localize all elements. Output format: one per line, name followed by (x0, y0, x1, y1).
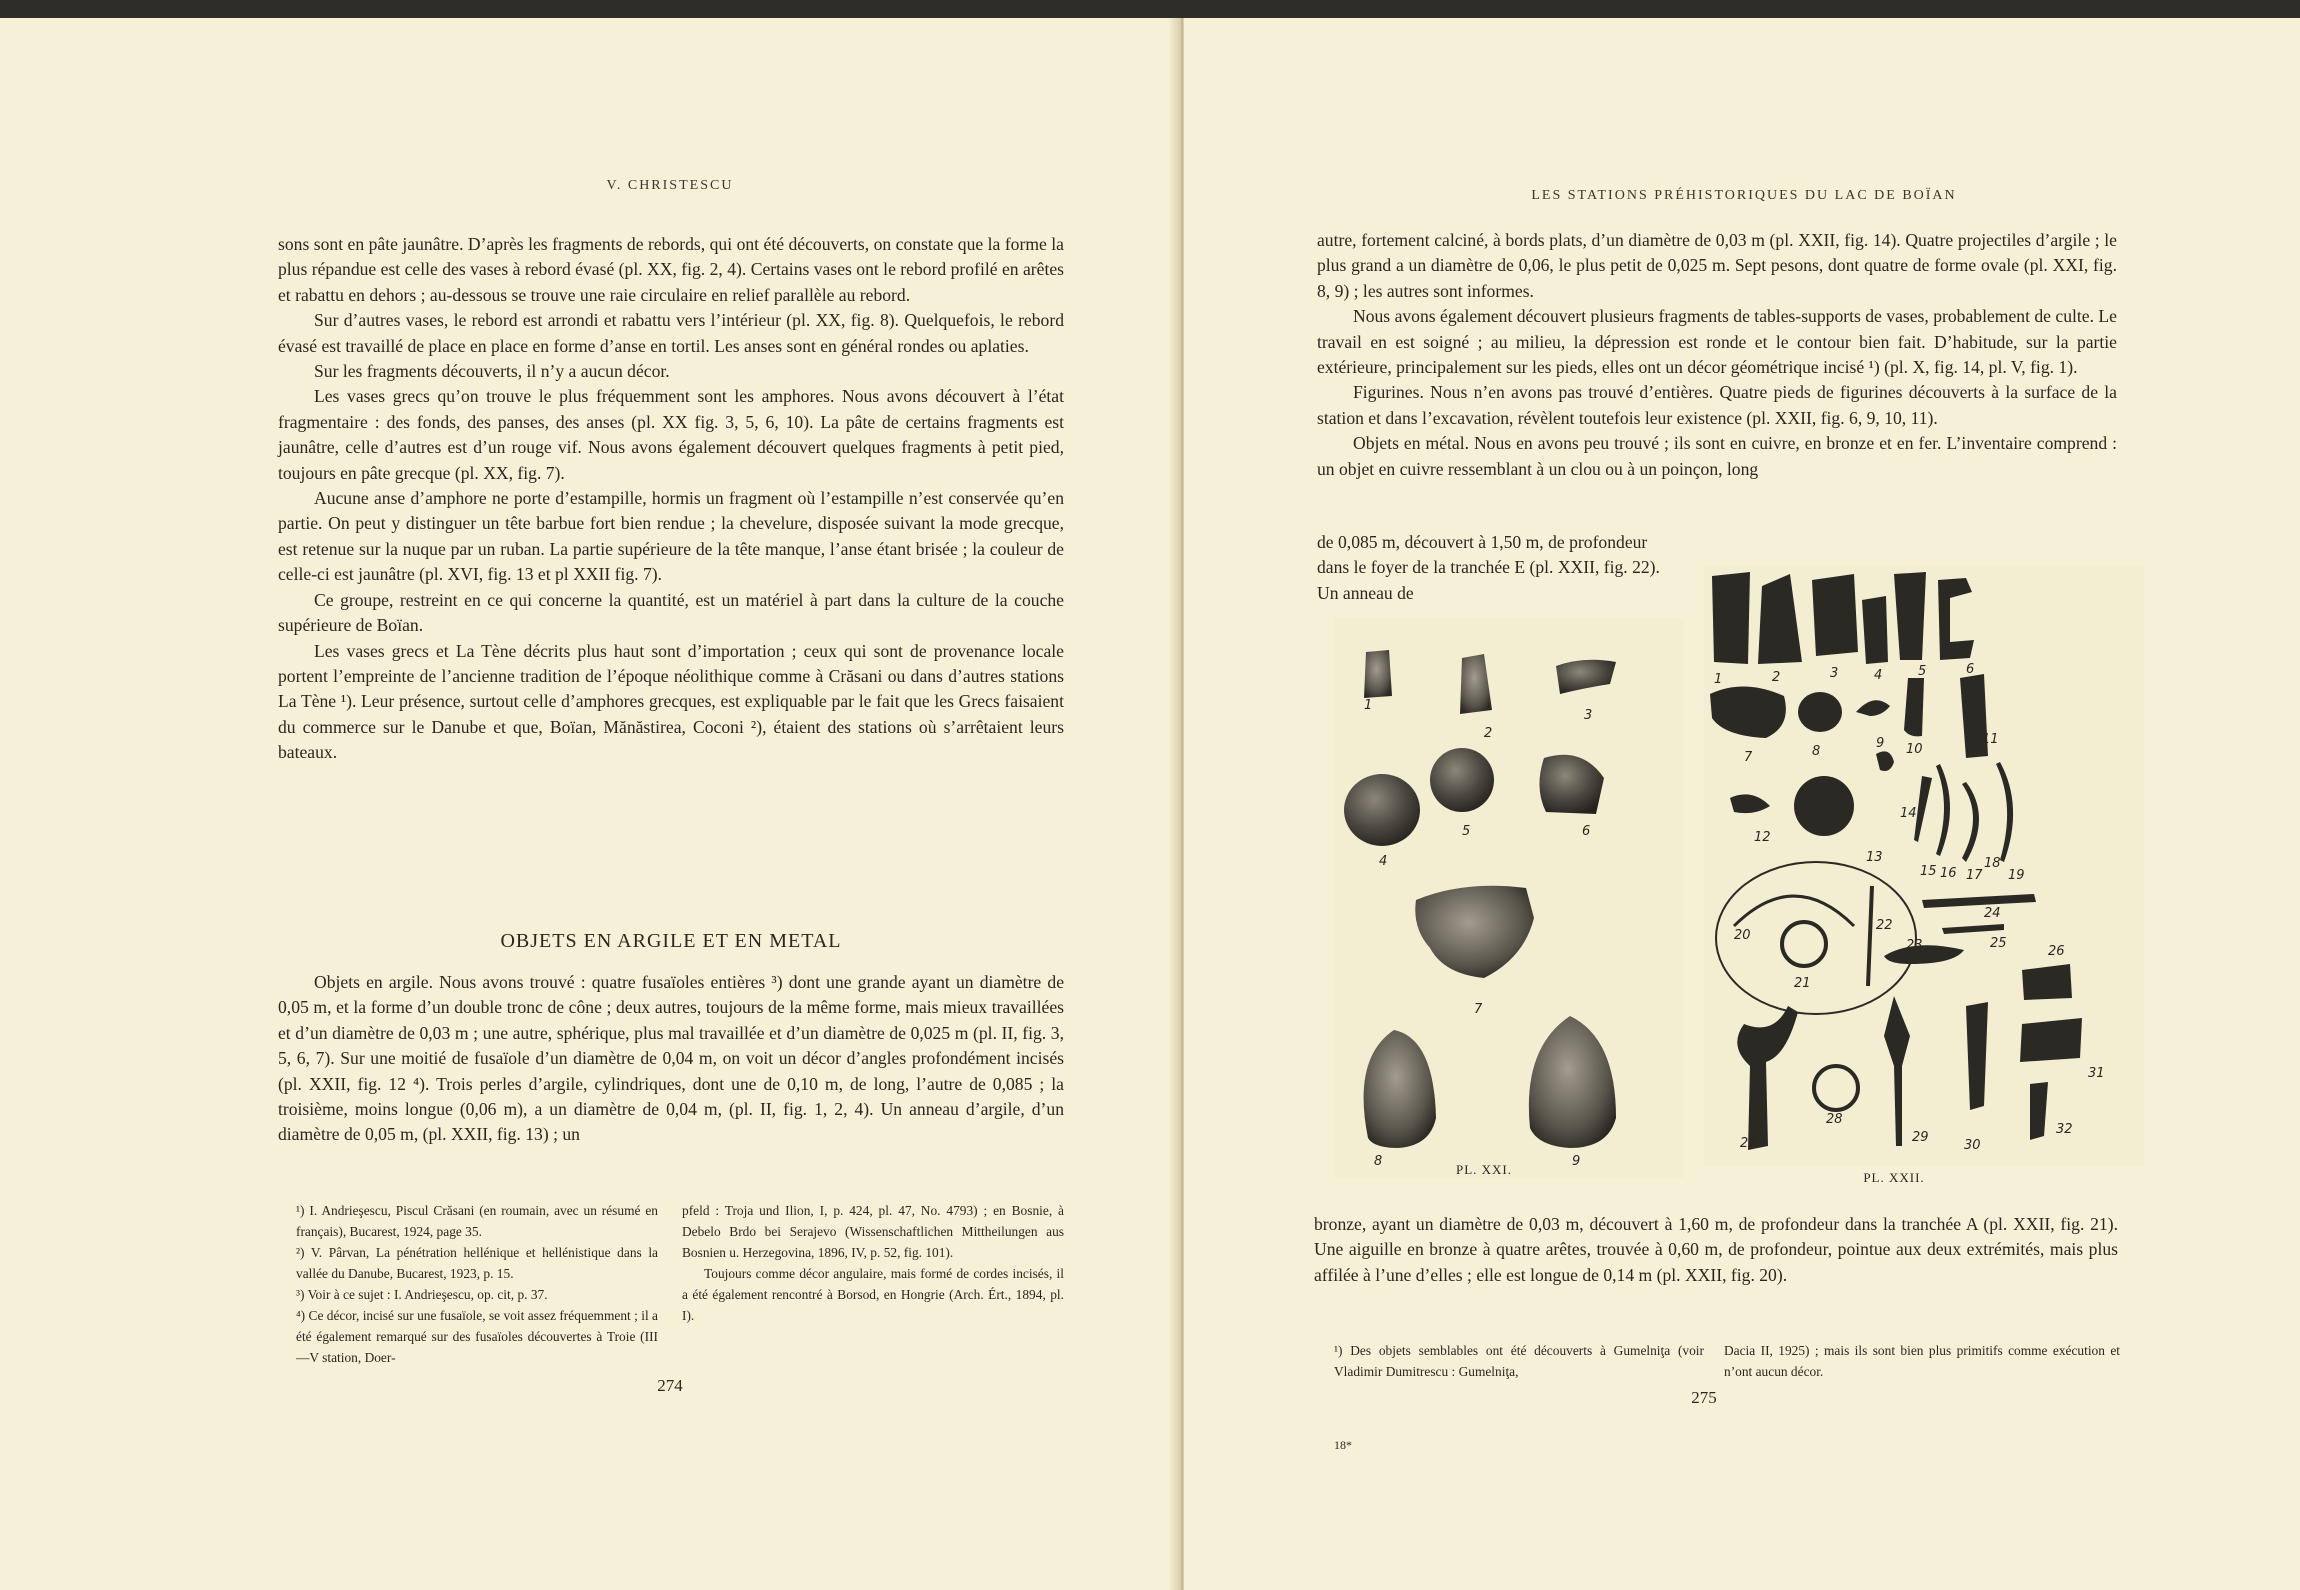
plate-xxi (1334, 618, 1684, 1178)
paragraph: Figurines. Nous n’en avons pas trouvé d’entières. Quatre pieds de figurines découverts à la surface de la station et dans l’excavation, révèlent toutefois leur existence (pl. XXII, fig. 6, 9, 10, 11). (1317, 382, 2117, 428)
paragraph: autre, fortement calciné, à bords plats, d’un diamètre de 0,03 m (pl. XXII, fig. 14). Quatre projectiles d’argile ; le plus grand a un diamètre de 0,06, le plus petit de 0,025 m. Sept pesons, dont quatre de forme ovale (pl. XXI, fig. 8, 9) ; les autres sont informes. (1317, 230, 2117, 301)
artifact-4 (1344, 774, 1420, 846)
footnote: pfeld : Troja und Ilion, I, p. 424, pl. 47, No. 4793) ; en Bosnie, à Debelo Brdo bei Serajevo (Wissenschaftlichen Mittheilungen aus Bosnien u. Herzegovina, 1896, IV, p. 52, fig. 101). (682, 1203, 1064, 1260)
signature-mark: 18* (1334, 1438, 1352, 1452)
artifact-1 (1364, 650, 1392, 698)
figure-number: 1 (1364, 698, 1373, 713)
paragraph: Nous avons également découvert plusieurs fragments de tables-supports de vases, probablement de culte. Le travail en est soigné ; au milieu, la dépression est ronde et le contour bien fait. D’habitude, sur la partie extérieure, principalement sur les pieds, elles ont un décor géométrique incisé ¹) (pl. X, fig. 14, pl. V, fig. 1). (1317, 306, 2117, 378)
running-head: LES STATIONS PRÉHISTORIQUES DU LAC DE BOÏAN (1531, 188, 1957, 203)
body-text (278, 232, 1064, 766)
figure-number: 14 (1900, 806, 1917, 821)
artifact-5 (1430, 748, 1494, 812)
figure-number: 30 (1964, 1138, 1981, 1153)
footnote: ¹) Des objets semblables ont été découverts à Gumelniţa (voir Vladimir Dumitrescu : Gumelniţa, (1334, 1343, 1704, 1379)
footnote: Dacia II, 1925) ; mais ils sont bien plus primitifs comme exécution et n’ont aucun décor. (1724, 1343, 2120, 1379)
paragraph: Ce groupe, restreint en ce qui concerne la quantité, est un matériel à part dans la culture de la couche supérieure de Boïan. (278, 589, 1064, 636)
figure-number: 13 (1866, 850, 1883, 865)
figure-number: 7 (1474, 1002, 1483, 1017)
footnotes-column-2 (682, 1200, 1064, 1326)
figure-number: 9 (1876, 736, 1885, 751)
paragraph: Les vases grecs qu’on trouve le plus fréquemment sont les amphores. Nous avons découvert à l’état fragmentaire : des fonds, des panses, des anses (pl. XX fig. 3, 5, 6, 10). La pâte de certains fragments est jaunâtre, celle d’autres est d’un rouge vif. Nous avons également découvert quelques fragments à petit pied, toujours en pâte grecque (pl. XX, fig. 7). (278, 386, 1064, 483)
figure-number: 4 (1379, 854, 1388, 869)
paragraph: de 0,085 m, découvert à 1,50 m, de profondeur dans le foyer de la tranchée E (pl. XXII, fig. 22). Un anneau de (1317, 532, 1660, 603)
page-number: 274 (657, 1376, 683, 1395)
figure-number: 3 (1584, 708, 1593, 723)
figure-number: 6 (1966, 662, 1975, 677)
section-heading: OBJETS EN ARGILE ET EN METAL (500, 930, 842, 952)
artifact-13 (1794, 776, 1854, 836)
figure-number: 6 (1582, 824, 1591, 839)
figure-number: 28 (1826, 1112, 1843, 1127)
footnote: ³) Voir à ce sujet : I. Andrieşescu, op. cit, p. 37. (296, 1287, 548, 1302)
plate-caption: PL. XXII. (1863, 1170, 1925, 1185)
paragraph: sons sont en pâte jaunâtre. D’après les fragments de rebords, qui ont été découverts, on constate que la forme la plus répandue est celle des vases à rebord évasé (pl. XX, fig. 2, 4). Certains vases ont le rebord profilé en arêtes et rabattu en dehors ; au-dessous se trouve une raie circulaire en relief parallèle au rebord. (278, 234, 1064, 305)
paragraph: Aucune anse d’amphore ne porte d’estampille, hormis un fragment où l’estampille n’est conservée qu’en partie. On peut y distinguer un tête barbue fort bien rendue ; la chevelure, disposée suivant la mode grecque, est retenue sur la nuque par un ruban. La partie supérieure de la tête manque, l’anse étant brisée ; la couleur de celle-ci est jaunâtre (pl. XVI, fig. 13 et pl XXII fig. 7). (278, 488, 1064, 585)
figure-number: 17 (1966, 868, 1983, 883)
paragraph: Objets en argile. Nous avons trouvé : quatre fusaïoles entières ³) dont une grande ayant un diamètre de 0,05 m, et la forme d’un double tronc de cône ; deux autres, toujours de la même forme, mais mieux travaillées et d’un diamètre de 0,03 m ; une autre, sphérique, plus mal travaillée et d’un diamètre de 0,025 m (pl. II, fig. 3, 5, 6, 7). Sur une moitié de fusaïole d’un diamètre de 0,04 m, on voit un décor d’angles profondément incisés (pl. XXII, fig. 12 ⁴). Trois perles d’argile, cylindriques, dont une de 0,10 m, de long, l’autre de 0,085 ; la troisième, moins longue (0,06 m), a un diamètre de 0,04 m, (pl. II, fig. 1, 2, 4). Un anneau d’argile, d’un diamètre de 0,05 m, (pl. XXII, fig. 13) ; un (278, 972, 1064, 1145)
footnote: ²) V. Pârvan, La pénétration hellénique et hellénistique dans la vallée du Danube, Bucarest, 1923, p. 15. (296, 1245, 658, 1281)
figure-number: 23 (1906, 938, 1923, 953)
figure-number: 2 (1484, 726, 1493, 741)
figure-number: 16 (1940, 866, 1957, 881)
figure-number: 22 (1876, 918, 1893, 933)
figure-number: 24 (1984, 906, 2001, 921)
footnote: ¹) I. Andrieşescu, Piscul Crăsani (en roumain, avec un résumé en français), Bucarest, 1924, page 35. (296, 1203, 658, 1239)
artifact-3 (1812, 574, 1858, 656)
plate-caption: PL. XXI. (1455, 1162, 1513, 1177)
figure-number: 3 (1830, 666, 1839, 681)
figure-number: 32 (2056, 1122, 2073, 1137)
section-text (278, 970, 1064, 1148)
figure-number: 10 (1906, 742, 1923, 757)
figure-number: 5 (1918, 664, 1927, 679)
body-text-top (1317, 228, 2117, 482)
figure-number: 20 (1734, 928, 1751, 943)
plate-xxii (1704, 566, 2144, 1166)
body-text-wrap (1317, 530, 1677, 606)
footnote: Toujours comme décor angulaire, mais formé de cordes incisés, il a été également rencontré à Borsod, en Hongrie (Arch. Ért., 1894, pl. I). (682, 1266, 1064, 1323)
running-head: V. CHRISTESCU (606, 178, 734, 193)
artifact-26 (2022, 964, 2072, 1000)
footnote: ⁴) Ce décor, incisé sur une fusaïole, se voit assez fréquemment ; il a été également remarqué sur des fusaïoles découvertes à Troie (III—V station, Doer- (296, 1308, 658, 1365)
figure-number: 21 (1794, 976, 1811, 991)
artifact-31 (2020, 1018, 2082, 1062)
body-text-bottom (1314, 1212, 2118, 1288)
right-page (1184, 18, 2300, 1590)
paragraph: bronze, ayant un diamètre de 0,03 m, découvert à 1,60 m, de profondeur dans la tranchée A (pl. XXII, fig. 21). Une aiguille en bronze à quatre arêtes, trouvée à 0,60 m, de profondeur, pointue aux deux extrémités, mais plus affilée à l’une d’elles ; elle est longue de 0,14 m (pl. XXII, fig. 20). (1314, 1214, 2118, 1285)
paragraph: Sur d’autres vases, le rebord est arrondi et rabattu vers l’intérieur (pl. XX, fig. 8). Quelquefois, le rebord évasé est travaillé de place en place en forme d’anse en tortil. Les anses sont en général rondes ou aplaties. (278, 310, 1064, 356)
figure-number: 1 (1714, 672, 1723, 687)
plate-xxi-illustration (1334, 618, 1684, 1178)
figure-number: 7 (1744, 750, 1753, 765)
figure-number: 2 (1772, 670, 1781, 685)
figure-number: 8 (1812, 744, 1821, 759)
paragraph: Objets en métal. Nous en avons peu trouvé ; ils sont en cuivre, en bronze et en fer. L’inventaire comprend : un objet en cuivre ressemblant à un clou ou à un poinçon, long (1317, 433, 2117, 479)
figure-number: 9 (1572, 1154, 1581, 1169)
figure-number: 11 (1982, 732, 1999, 747)
footnotes-column-1 (296, 1200, 658, 1368)
figure-number: 27 (1740, 1136, 1757, 1151)
figure-number: 18 (1984, 856, 2001, 871)
figure-number: 26 (2048, 944, 2065, 959)
figure-number: 8 (1374, 1154, 1383, 1169)
page-number: 275 (1691, 1388, 1717, 1407)
paragraph: Les vases grecs et La Tène décrits plus haut sont d’importation ; ceux qui sont de provenance locale portent l’empreinte de l’ancienne tradition de l’époque néolithique comme à Crăsani ou dans d’autres stations La Tène ¹). Leur présence, surtout celle d’amphores grecques, est expliquable par le fait que les Grecs faisaient du commerce sur le Danube et que, Boïan, Mănăstirea, Coconi ²), étaient des stations où s’arrêtaient leurs bateaux. (278, 640, 1064, 763)
artifact-8 (1798, 692, 1842, 732)
paragraph: Sur les fragments découverts, il n’y a aucun décor. (314, 361, 670, 382)
artifact-4 (1862, 596, 1888, 664)
figure-number: 5 (1462, 824, 1471, 839)
figure-number: 31 (2088, 1066, 2105, 1081)
figure-number: 15 (1920, 864, 1937, 879)
footnote-column-1 (1334, 1340, 1704, 1382)
figure-number: 19 (2008, 868, 2025, 883)
left-page (0, 18, 1181, 1590)
figure-number: 25 (1990, 936, 2007, 951)
footnote-column-2 (1724, 1340, 2120, 1382)
figure-number: 4 (1874, 668, 1883, 683)
artifact-1 (1712, 572, 1750, 664)
figure-number: 29 (1912, 1130, 1929, 1145)
figure-number: 12 (1754, 830, 1771, 845)
